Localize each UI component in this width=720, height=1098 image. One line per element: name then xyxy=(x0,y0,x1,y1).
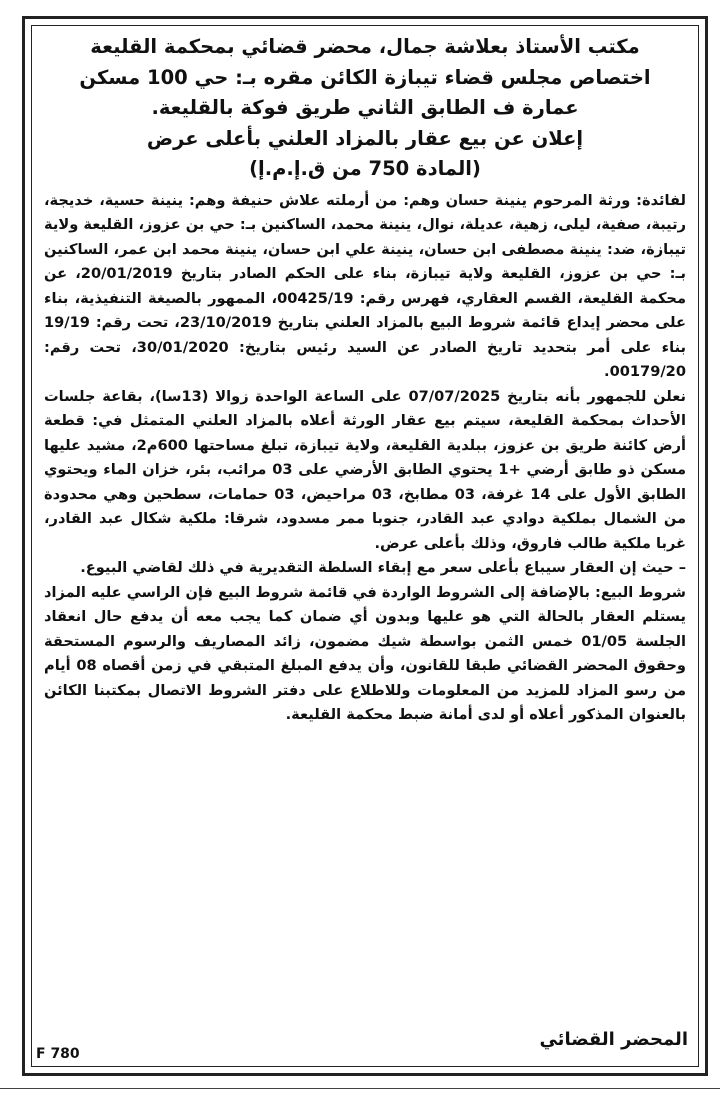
notice-inner-border xyxy=(31,25,699,1067)
bottom-rule xyxy=(0,1088,720,1089)
paragraph-note: – حيث إن العقار سيباع بأعلى سعر مع إبقاء السلطة التقديرية في ذلك لقاضي البيوع. xyxy=(80,559,686,576)
heading-line: اختصاص مجلس قضاء تيبازة الكائن مقره بـ: حي 100 مسكن xyxy=(79,65,651,89)
ad-code: F 780 xyxy=(36,1046,80,1062)
notice-frame xyxy=(22,16,708,1076)
paragraph-conditions: شروط البيع: بالإضافة إلى الشروط الواردة في قائمة شروط البيع فإن الراسي عليه المزاد يستلم العقار بالحالة التي هو عليها وبدون أي ضمان كما يجب معه أن يدفع حال انعقاد الجلسة 01/05 خمس الثمن بواسطة شيك مضمون، زائد المصاريف والرسوم المستحقة وحقوق المحضر القضائي طبقا للقانون، وأن يدفع المبلغ المتبقي في زمن أقصاه 08 أيام من رسو المزاد للمزيد من المعلومات وللاطلاع على دفتر الشروط الاتصال بمكتبنا الكائن بالعنوان المذكور أعلاه أو لدى أمانة ضبط محكمة القليعة. xyxy=(44,583,686,723)
paragraph-sale-announcement: نعلن للجمهور بأنه بتاريخ 07/07/2025 على الساعة الواحدة زوالا (13سا)، بقاعة جلسات الأحداث بمحكمة القليعة، سيتم بيع عقار الورثة أعلاه بالمزاد العلني المتمثل في: قطعة أرض كائنة طريق بن عزوز، ببلدية القليعة، ولاية تيبازة، تبلغ مساحتها 600م2، مشيد عليها مسكن ذو طابق أرضي +1 يحتوي الطابق الأرضي على 03 مرائب، بئر، خزان الماء ويحتوي الطابق الأول على 14 غرفة، 03 مطابخ، 03 مراحيض، 03 حمامات، سطحين وهي محدودة من الشمال بملكية دوادي عبد القادر، جنوبا ممر مسدود، شرقا: ملكية شكال عبد القادر، غربا ملكية طالب فاروق، وذلك بأعلى عرض. xyxy=(44,387,686,552)
heading-line: إعلان عن بيع عقار بالمزاد العلني بأعلى عرض xyxy=(146,126,584,150)
paragraph-parties: لفائدة: ورثة المرحوم ينينة حسان وهم: من أرملته علاش حنيفة وهم: ينينة حسية، خديجة، رتيبة، صفية، ليلى، زهية، عديلة، نوال، ينينة محمد، الساكنين بـ: حي بن عزوز، القليعة ولاية تيبازة، ضد: ينينة مصطفى ابن حسان، ينينة علي ابن حسان، ينينة محمد ابن عمر، الساكنين بـ: حي بن عزوز، القليعة ولاية تيبازة، بناء على الحكم الصادر بتاريخ 20/01/2019، عن محكمة القليعة، القسم العقاري، فهرس رقم: 00425/19، الممهور بالصيغة التنفيذية، بناء على محضر إيداع قائمة شروط البيع بالمزاد العلني بتاريخ 23/10/2019، تحت رقم: 19/19 بناء على أمر بتحديد تاريخ الصادر عن السيد رئيس بتاريخ: 30/01/2020، تحت رقم: 00179/20. xyxy=(44,191,687,380)
heading-line: (المادة 750 من ق.إ.م.إ) xyxy=(249,157,481,180)
signature: المحضر القضائي xyxy=(539,1029,688,1050)
heading-line: مكتب الأستاذ بعلاشة جمال، محضر قضائي بمحكمة القليعة xyxy=(90,35,640,58)
heading-line: عمارة ف الطابق الثاني طريق فوكة بالقليعة. xyxy=(151,96,579,119)
notice-content xyxy=(44,32,686,728)
